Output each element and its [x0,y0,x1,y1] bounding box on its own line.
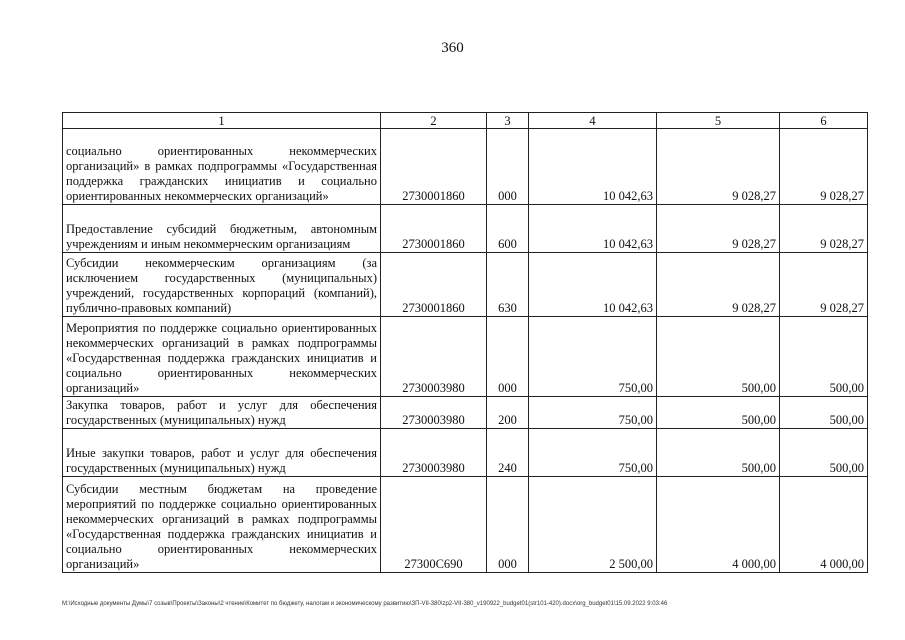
row-name-cell: Субсидии местным бюджетам на проведение мероприятий по поддержке социально ориентированных некоммерческих организаций в рамках подпрограммы «Государственная поддержка гражданских инициатив и социально ориентированных некоммерческих организаций» [63,477,381,573]
row-type-cell: 630 [487,253,529,317]
table-row [63,317,868,397]
table-row [63,129,868,205]
table-row [63,477,868,573]
column-header-5: 5 [657,113,780,129]
row-code-cell: 2730003980 [381,397,487,429]
column-header-6: 6 [780,113,868,129]
row-value-3-cell: 9 028,27 [780,205,868,253]
column-header-4: 4 [529,113,657,129]
table-row [63,253,868,317]
row-type-cell: 600 [487,205,529,253]
table-row [63,397,868,429]
document-footer-path: М:\Исходные документы Думы\7 созыв\Проекты\Законы\2 чтение\Комитет по бюджету, налогам и экономическому развитию\ЗП-VII-380\zp2-VII-380_v190922_budget01(str101-420).docx\org_budget01\15.09.2022 9:03:46 [62,601,668,607]
row-type-cell: 200 [487,397,529,429]
row-value-2-cell: 500,00 [657,397,780,429]
budget-table [62,112,868,573]
row-value-1-cell: 750,00 [529,317,657,397]
row-value-3-cell: 500,00 [780,317,868,397]
row-value-3-cell: 500,00 [780,397,868,429]
table-row [63,429,868,477]
table-row [63,205,868,253]
row-value-1-cell: 2 500,00 [529,477,657,573]
row-name-cell: Иные закупки товаров, работ и услуг для обеспечения государственных (муниципальных) нужд [63,429,381,477]
table-header-row [63,113,868,129]
row-code-cell: 27300С690 [381,477,487,573]
row-value-1-cell: 10 042,63 [529,129,657,205]
row-value-3-cell: 4 000,00 [780,477,868,573]
row-code-cell: 2730001860 [381,205,487,253]
row-value-1-cell: 750,00 [529,397,657,429]
row-code-cell: 2730003980 [381,429,487,477]
row-value-1-cell: 10 042,63 [529,205,657,253]
column-header-3: 3 [487,113,529,129]
row-name-cell: Закупка товаров, работ и услуг для обеспечения государственных (муниципальных) нужд [63,397,381,429]
row-value-3-cell: 500,00 [780,429,868,477]
row-value-1-cell: 750,00 [529,429,657,477]
row-value-1-cell: 10 042,63 [529,253,657,317]
row-type-cell: 240 [487,429,529,477]
row-name-cell: Мероприятия по поддержке социально ориентированных некоммерческих организаций в рамках подпрограммы «Государственная поддержка гражданских инициатив и социально ориентированных некоммерческих организаций» [63,317,381,397]
column-header-2: 2 [381,113,487,129]
row-code-cell: 2730003980 [381,317,487,397]
row-value-2-cell: 9 028,27 [657,129,780,205]
row-value-2-cell: 500,00 [657,429,780,477]
row-value-3-cell: 9 028,27 [780,129,868,205]
row-code-cell: 2730001860 [381,253,487,317]
row-value-3-cell: 9 028,27 [780,253,868,317]
row-value-2-cell: 500,00 [657,317,780,397]
row-type-cell: 000 [487,317,529,397]
row-name-cell: Предоставление субсидий бюджетным, автономным учреждениям и иным некоммерческим организациям [63,205,381,253]
row-value-2-cell: 4 000,00 [657,477,780,573]
row-name-cell: социально ориентированных некоммерческих организаций» в рамках подпрограммы «Государственная поддержка гражданских инициатив и социально ориентированных некоммерческих организаций» [63,129,381,205]
row-type-cell: 000 [487,477,529,573]
column-header-1: 1 [63,113,381,129]
row-name-cell: Субсидии некоммерческим организациям (за исключением государственных (муниципальных) учреждений, государственных корпораций (компаний), публично-правовых компаний) [63,253,381,317]
row-value-2-cell: 9 028,27 [657,205,780,253]
page-number: 360 [441,40,464,56]
row-code-cell: 2730001860 [381,129,487,205]
row-value-2-cell: 9 028,27 [657,253,780,317]
row-type-cell: 000 [487,129,529,205]
